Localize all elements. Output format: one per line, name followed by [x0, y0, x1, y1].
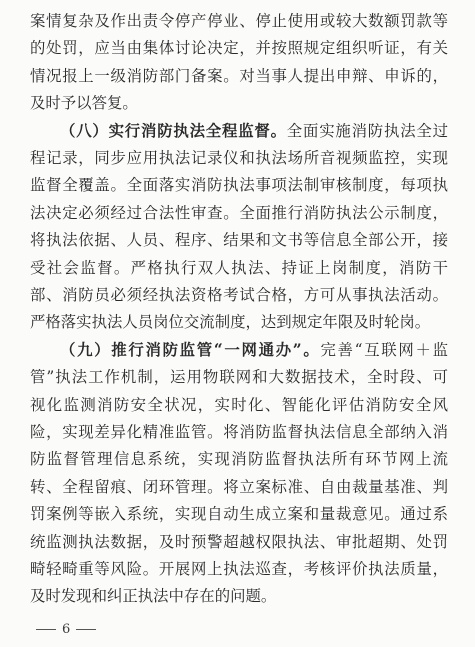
paragraph-line: 防监督管理信息系统，实现消防监督执法所有环节网上流 [30, 450, 448, 468]
paragraph-line: 部、消防员必须经执法资格考试合格，方可从事执法活动。 [30, 286, 448, 304]
section-9-text: 完善“互联网＋监 [320, 341, 448, 359]
section-9-heading: （九）推行消防监管“一网通办”。 [60, 341, 321, 359]
paragraph-line: 监督全覆盖。全面落实消防执法事项法制审核制度，每项执 [30, 176, 448, 194]
paragraph-line: 的处罚，应当由集体讨论决定，并按照规定组织听证，有关 [30, 39, 448, 57]
paragraph-line: 及时发现和纠正执法中存在的问题。 [30, 587, 277, 605]
paragraph-line: 畸轻畸重等风险。开展网上执法巡查，考核评价执法质量， [30, 560, 448, 578]
paragraph-line: 严格落实执法人员岗位交流制度，达到规定年限及时轮岗。 [30, 313, 431, 331]
paragraph-line: 险，实现差异化精准监管。将消防监督执法信息全部纳入消 [30, 423, 448, 441]
footer-dash-right [76, 629, 96, 630]
paragraph-line: 及时予以答复。 [30, 94, 138, 112]
paragraph-line: 转、全程留痕、闭环管理。将立案标准、自由裁量基准、判 [30, 478, 448, 496]
paragraph-line: 管”执法工作机制，运用物联网和大数据技术，全时段、可 [30, 368, 448, 386]
paragraph-line: 罚案例等嵌入系统，实现自动生成立案和量裁意见。通过系 [30, 505, 448, 523]
paragraph-line: 法决定必须经过合法性审查。全面推行消防执法公示制度， [30, 204, 448, 222]
paragraph-line: 统监测执法数据，及时预警超越权限执法、审批超期、处罚 [30, 533, 448, 551]
paragraph-line: 情况报上一级消防部门备案。对当事人提出申辩、申诉的， [30, 67, 448, 85]
page-number-footer [30, 622, 102, 637]
paragraph-line: 将执法依据、人员、程序、结果和文书等信息全部公开，接 [30, 231, 448, 249]
paragraph-line: 受社会监督。严格执行双人执法、持证上岗制度，消防干 [30, 259, 448, 277]
section-8-heading: （八）实行消防执法全程监督。 [60, 122, 287, 140]
section-9-first-line [60, 341, 448, 359]
page-number: 6 [62, 622, 71, 637]
paragraph-line: 视化监测消防安全状况，实时化、智能化评估消防安全风 [30, 396, 448, 414]
footer-dash-left [36, 629, 56, 630]
section-8-text: 全面实施消防执法全过 [286, 122, 448, 140]
paragraph-line: 程记录，同步应用执法记录仪和执法场所音视频监控，实现 [30, 149, 448, 167]
paragraph-line: 案情复杂及作出责令停产停业、停止使用或较大数额罚款等 [30, 12, 448, 30]
section-8-first-line [60, 122, 448, 140]
